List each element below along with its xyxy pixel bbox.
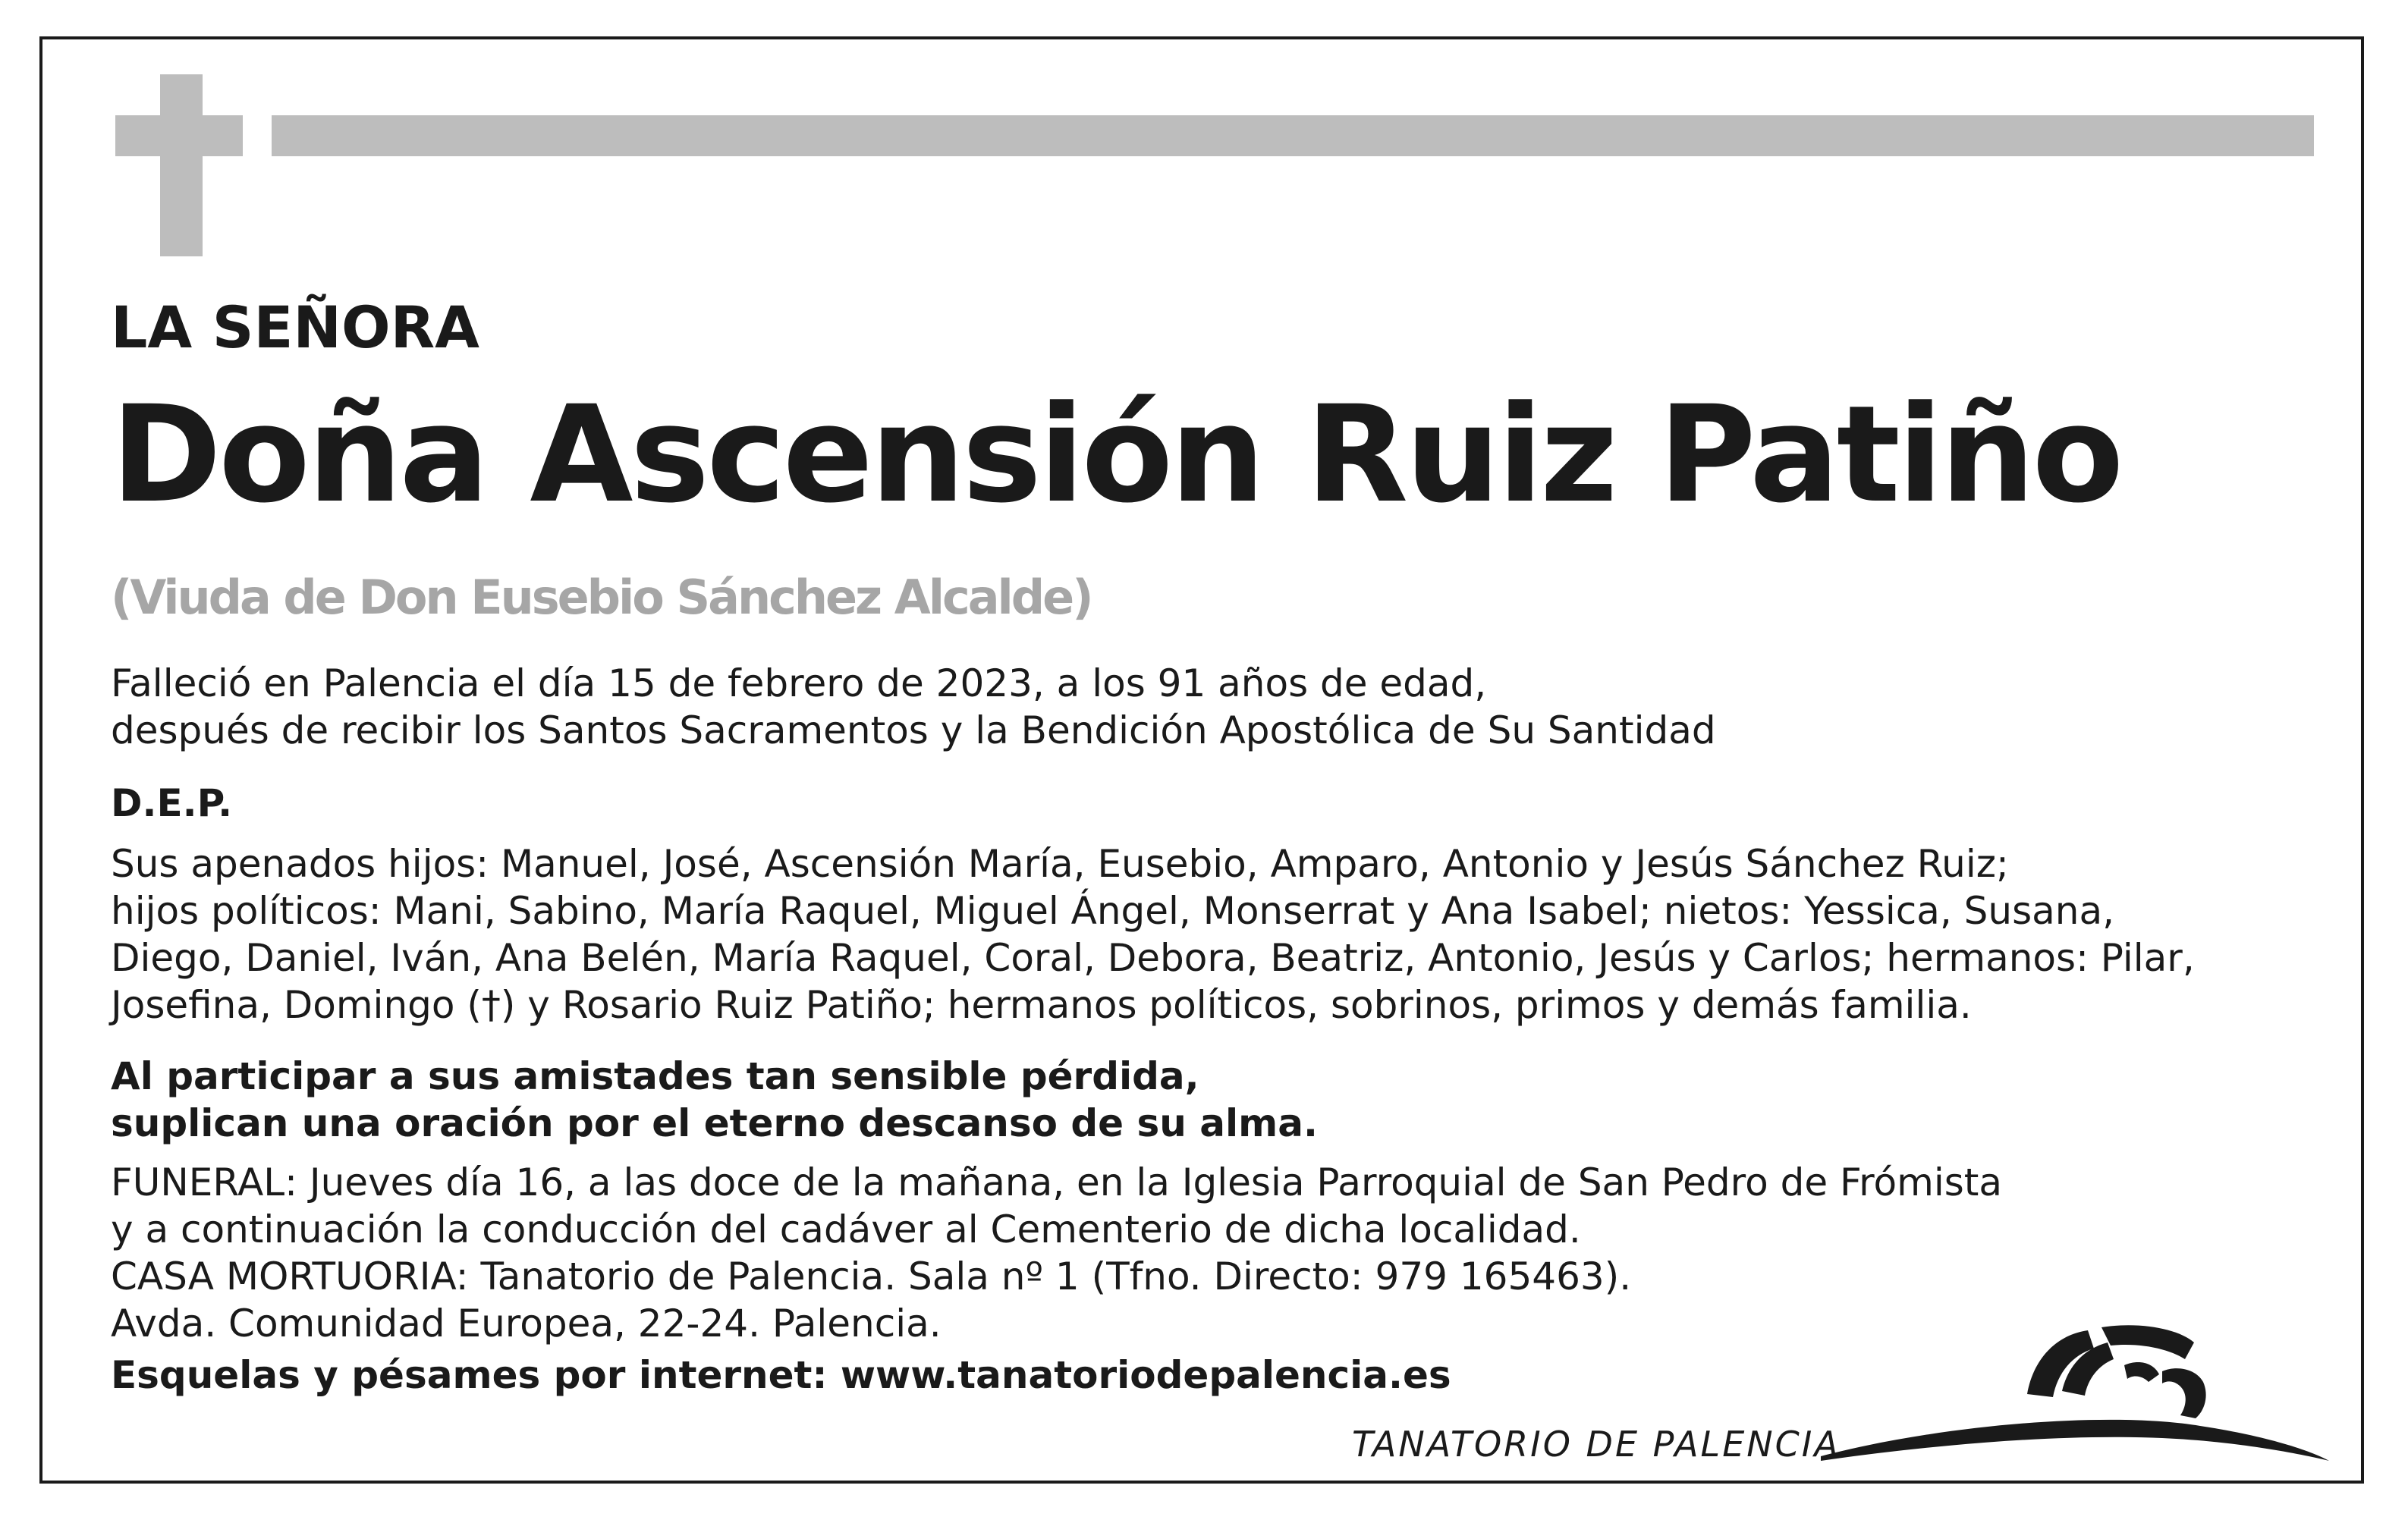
- funeral-line: FUNERAL: Jueves día 16, a las doce de la mañana, en la Iglesia Parroquial de San Pedro de Frómista: [111, 1160, 2003, 1204]
- web-line: Esquelas y pésames por internet: www.tanatoriodepalencia.es: [111, 1353, 1451, 1397]
- honorific: LA SEÑORA: [111, 294, 479, 361]
- brand-name: TANATORIO DE PALENCIA: [1352, 1424, 1841, 1465]
- death-notice-line: después de recibir los Santos Sacramentos y la Bendición Apostólica de Su Santidad: [111, 708, 1716, 752]
- appeal-line: suplican una oración por el eterno descanso de su alma.: [111, 1101, 1318, 1145]
- death-notice: [111, 660, 1716, 754]
- prayer-appeal: [111, 1053, 1318, 1147]
- cross-horizontal-bar: [115, 115, 243, 156]
- family-line: Josefina, Domingo (†) y Rosario Ruiz Patiño; hermanos políticos, sobrinos, primos y demás familia.: [111, 983, 1972, 1027]
- deceased-name: Doña Ascensión Ruiz Patiño: [111, 377, 2121, 532]
- family-line: Sus apenados hijos: Manuel, José, Ascensión María, Eusebio, Amparo, Antonio y Jesús Sánchez Ruiz;: [111, 842, 2009, 886]
- funeral-line: CASA MORTUORIA: Tanatorio de Palencia. Sala nº 1 (Tfno. Directo: 979 165463).: [111, 1255, 1632, 1298]
- family-line: hijos políticos: Mani, Sabino, María Raquel, Miguel Ángel, Monserrat y Ana Isabel; nietos: Yessica, Susana,: [111, 889, 2115, 933]
- cross-vertical-bar: [160, 74, 203, 256]
- rip-label: D.E.P.: [111, 781, 233, 825]
- appeal-line: Al participar a sus amistades tan sensible pérdida,: [111, 1054, 1199, 1098]
- funeral-details: [111, 1159, 2002, 1347]
- family-list: [111, 840, 2195, 1028]
- death-notice-line: Falleció en Palencia el día 15 de febrero de 2023, a los 91 años de edad,: [111, 661, 1487, 705]
- tanatorio-dome-logo-icon: [1806, 1312, 2337, 1479]
- family-line: Diego, Daniel, Iván, Ana Belén, María Raquel, Coral, Debora, Beatriz, Antonio, Jesús y Carlos; hermanos: Pilar,: [111, 936, 2195, 980]
- header-rule: [272, 115, 2314, 156]
- funeral-line: Avda. Comunidad Europea, 22-24. Palencia.: [111, 1302, 942, 1346]
- funeral-line: y a continuación la conducción del cadáver al Cementerio de dicha localidad.: [111, 1207, 1581, 1251]
- widow-note: (Viuda de Don Eusebio Sánchez Alcalde): [111, 570, 1092, 625]
